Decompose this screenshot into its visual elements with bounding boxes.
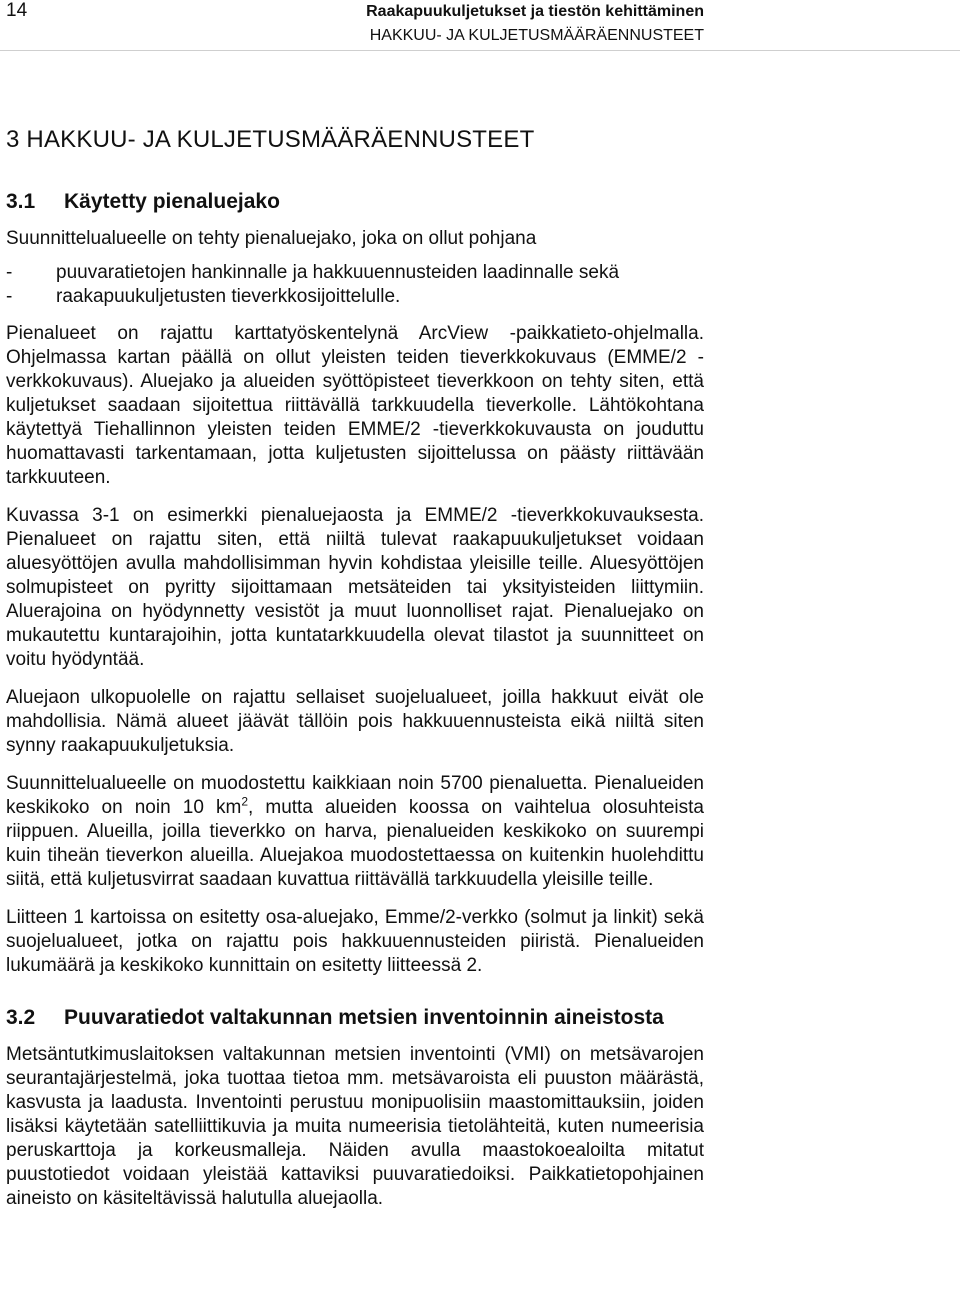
section-title: Puuvaratiedot valtakunnan metsien inventoinnin aineistosta [64, 1006, 664, 1029]
chapter-title: 3 HAKKUU- JA KULJETUSMÄÄRÄENNUSTEET [6, 126, 535, 153]
paragraph-appendix: Liitteen 1 kartoissa on esitetty osa-aluejako, Emme/2-verkko (solmut ja linkit) sekä suojelualueet, jotka on rajattu pois hakkuuennusteiden piiristä. Pienalueiden lukumäärä ja keskikoko kunnittain on esitetty liitteessä 2. [6, 907, 704, 976]
dash-bullet: - [6, 262, 13, 283]
section-number: 3.1 [6, 190, 36, 213]
section-heading-3-2 [6, 1006, 704, 1030]
text-run: Suunnittelualueelle on muodostettu kaikkiaan noin 5700 pienaluetta. Pienalueiden keskikoko on noin 10 km [6, 773, 704, 818]
spacer [6, 992, 704, 1006]
paragraph-arcview: Pienalueet on rajattu karttatyöskentelynä ArcView -paikkatieto-ohjelmalla. Ohjelmassa kartan päällä on ollut yleisten teiden tieverkkokuvaus (EMME/2 -verkkokuvaus). Aluejako ja alueiden syöttöpisteet tieverkkoon on tehty siten, että kuljetukset saadaan sijoitettua riittävällä tarkkuudella tieverkolle. Lähtökohtana käytettyä Tiehallinnon yleisten teiden EMME/2 -tieverkkokuvausta on jouduttu huomattavasti tarkentamaan, jotta kuljetusten sijoittelussa on päästy riittävään tarkkuuteen. [6, 323, 704, 488]
text-run: , mutta alueiden koossa on vaihtelua olosuhteista riippuen. Alueilla, joilla tieverkko on harva, pienalueiden keskikoko on suurempi kuin tiheän tieverkon alueilla. Aluejakoa muodostettaessa on kuitenkin huolehdittu siitä, että kuljetusvirrat saadaan kuvattua riittävällä tarkkuudella yleisille teille. [6, 797, 704, 890]
chapter-running-head: HAKKUU- JA KULJETUSMÄÄRÄENNUSTEET [369, 27, 704, 44]
header-rule [0, 50, 960, 51]
section-number: 3.2 [6, 1006, 36, 1029]
page-number: 14 [6, 0, 28, 21]
publication-title: Raakapuukuljetukset ja tiestön kehittäminen [366, 3, 704, 20]
intro-paragraph: Suunnittelualueelle on tehty pienaluejako, joka on ollut pohjana [6, 228, 537, 249]
superscript: 2 [241, 794, 248, 809]
section-heading-3-1 [6, 190, 704, 214]
paragraph-figure-3-1: Kuvassa 3-1 on esimerkki pienaluejaosta ja EMME/2 -tieverkkokuvauksesta. Pienalueet on rajattu siten, että niiltä tulevat raakapuukuljetukset voidaan aluesyöttöjen avulla mahdollisimman hyvin kohdistaa yleisille teille. Aluesyöttöjen solmupisteet on pyritty sijoittamaan metsäteiden tai yksityisteiden liittymiin. Aluerajoina on hyödynnetty vesistöt ja muut luonnolliset rajat. Pienaluejako on mukautettu kuntarajoihin, jotta kuntatarkkuudella olevat tilastot ja suunnitteet on voitu hyödyntää. [6, 505, 704, 670]
running-head [4, 0, 704, 48]
paragraph-vmi: Metsäntutkimuslaitoksen valtakunnan metsien inventointi (VMI) on metsävarojen seurantajärjestelmä, joka tuottaa tietoa mm. metsävaroista eli puuston määrästä, kasvusta ja laadusta. Inventointi perustuu monipuolisiin maastomittauksiin, joiden lisäksi käytetään satelliittikuvia ja muita numeerisia tietolähteitä, kuten numeerisia peruskarttoja ja korkeusmalleja. Näiden avulla maastokoealoilta mitatut puustotiedot voidaan yleistää kattaviksi puuvaratiedoiksi. Paikkatietopohjainen aineisto on käsiteltävissä halutulla aluejaolla. [6, 1044, 704, 1209]
page-body [6, 126, 704, 1225]
paragraph-area-count [6, 772, 704, 892]
list-item-text: puuvaratietojen hankinnalle ja hakkuuennusteiden laadinnalle sekä [56, 262, 620, 283]
dash-bullet: - [6, 286, 13, 307]
list-item [6, 285, 704, 309]
list-item-text: raakapuukuljetusten tieverkkosijoittelulle. [56, 286, 401, 307]
paragraph-protected-areas: Aluejaon ulkopuolelle on rajattu sellaiset suojelualueet, joilla hakkuut eivät ole mahdollisia. Nämä alueet jäävät tällöin pois hakkuuennusteista eikä niiltä siten synny raakapuukuljetuksia. [6, 687, 704, 756]
section-title: Käytetty pienaluejako [64, 190, 280, 213]
dash-list [6, 261, 704, 309]
list-item [6, 261, 704, 285]
